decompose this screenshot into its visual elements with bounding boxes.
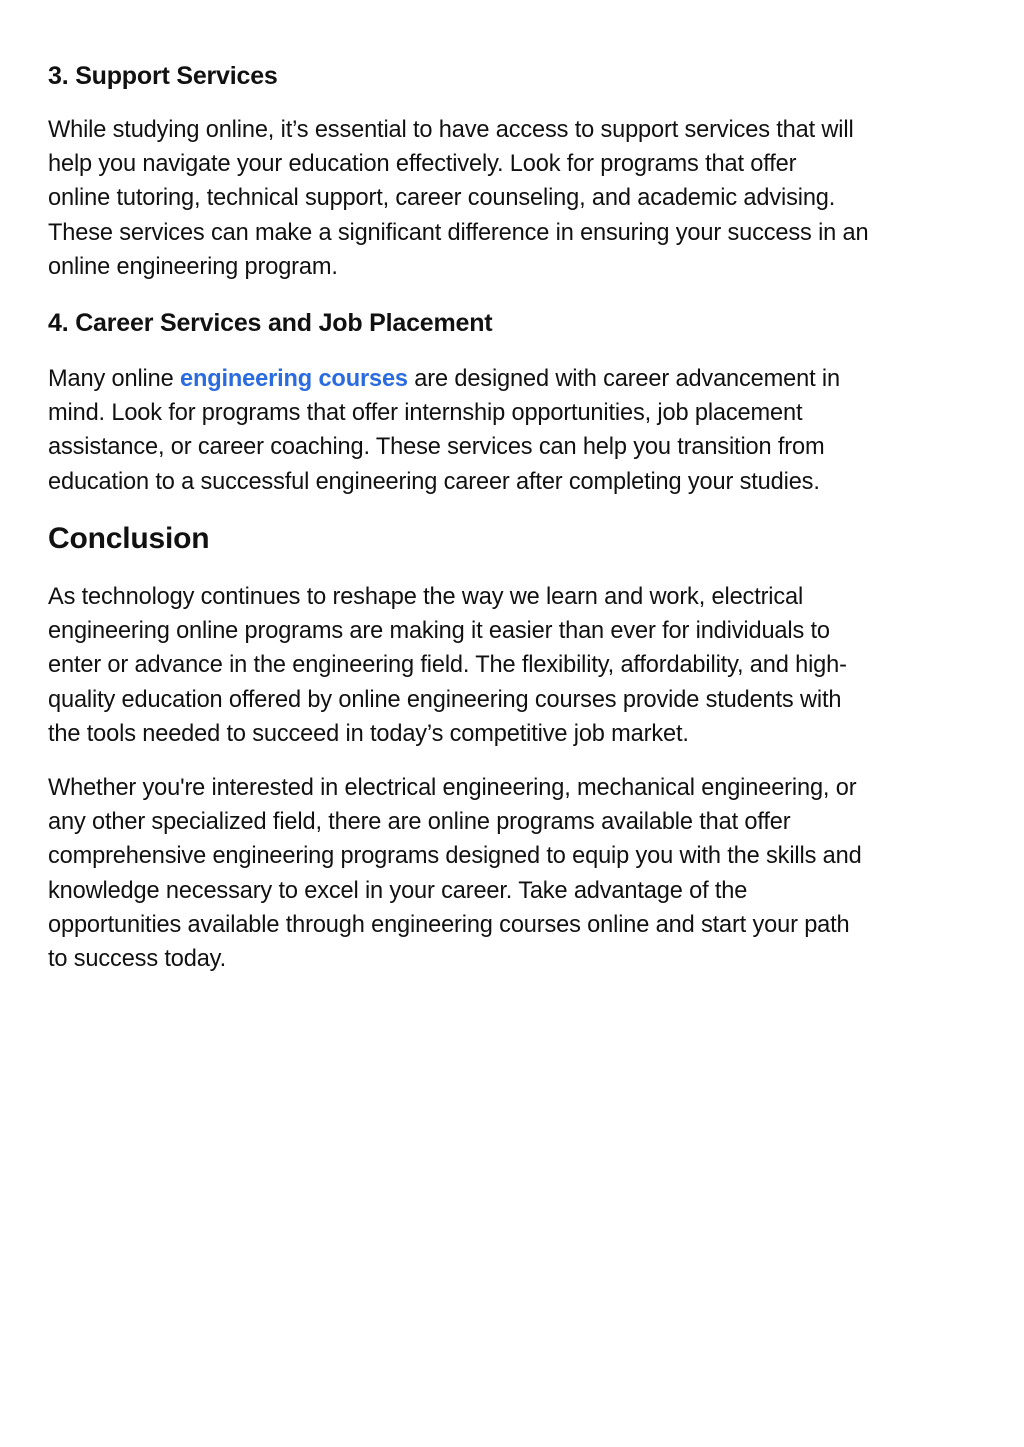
paragraph-line: education to a successful engineering career after completing your studies.: [48, 468, 820, 495]
paragraph-line: any other specialized field, there are online programs available that offer: [48, 809, 791, 836]
paragraph-line: While studying online, it’s essential to have access to support services that will: [48, 117, 854, 143]
paragraph-line: online engineering program.: [48, 253, 338, 280]
paragraph-line: knowledge necessary to excel in your career. Take advantage of the: [48, 877, 748, 904]
paragraph-line: enter or advance in the engineering field. The flexibility, affordability, and high-: [48, 652, 847, 679]
paragraph-line: the tools needed to succeed in today’s competitive job market.: [48, 720, 689, 747]
paragraph-line: [48, 362, 840, 396]
paragraph-line: engineering online programs are making it easier than ever for individuals to: [48, 618, 830, 645]
paragraph-line: assistance, or career coaching. These services can help you transition from: [48, 434, 825, 461]
paragraph-line: These services can make a significant difference in ensuring your success in an: [48, 219, 869, 246]
support-services-heading: 3. Support Services: [48, 62, 278, 90]
career-services-paragraph: [48, 362, 840, 499]
paragraph-line: to success today.: [48, 946, 226, 973]
support-services-paragraph: [48, 113, 868, 284]
paragraph-line: Whether you're interested in electrical engineering, mechanical engineering, or: [48, 775, 857, 801]
engineering-courses-link[interactable]: engineering courses: [179, 366, 408, 392]
text-after-link: are designed with career advancement in: [407, 366, 840, 392]
paragraph-line: online tutoring, technical support, career counseling, and academic advising.: [48, 185, 836, 212]
career-services-heading: 4. Career Services and Job Placement: [48, 309, 493, 337]
paragraph-line: opportunities available through engineering courses online and start your path: [48, 911, 850, 938]
paragraph-line: As technology continues to reshape the way we learn and work, electrical: [48, 584, 804, 610]
conclusion-paragraph-1: [48, 580, 847, 751]
paragraph-line: comprehensive engineering programs designed to equip you with the skills and: [48, 843, 862, 870]
paragraph-line: mind. Look for programs that offer internship opportunities, job placement: [48, 400, 803, 427]
paragraph-line: quality education offered by online engineering courses provide students with: [48, 686, 842, 713]
paragraph-line: help you navigate your education effectively. Look for programs that offer: [48, 151, 797, 178]
text-before-link: Many online: [48, 366, 180, 392]
conclusion-heading: Conclusion: [48, 522, 210, 555]
conclusion-paragraph-2: [48, 771, 862, 976]
